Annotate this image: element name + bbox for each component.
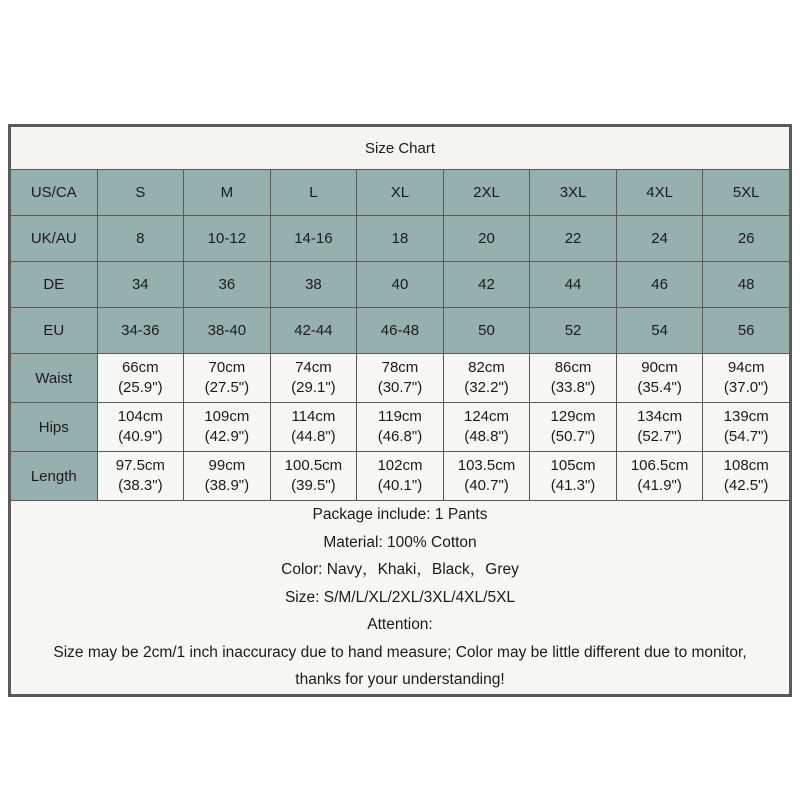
chart-title: Size Chart — [11, 127, 790, 170]
cell-hips-5xl — [703, 403, 790, 452]
hips-5xl-inch: (54.7") — [723, 428, 769, 445]
waist-l-cm: 74cm — [295, 359, 332, 377]
hips-4xl-cm: 134cm — [637, 408, 683, 426]
waist-xl-inch: (30.7") — [377, 379, 423, 396]
hips-m-inch: (42.9") — [204, 428, 250, 445]
table-row-length — [11, 452, 790, 501]
waist-m-cm: 70cm — [208, 359, 246, 377]
hips-4xl-inch: (52.7") — [637, 428, 682, 445]
cell-uk-au-m: 10-12 — [184, 216, 271, 262]
length-3xl-inch: (41.3") — [550, 477, 596, 494]
note-material: Material: 100% Cotton — [323, 533, 477, 551]
cell-hips-s — [97, 403, 184, 452]
cell-waist-3xl — [530, 354, 617, 403]
length-4xl-inch: (41.9") — [637, 477, 682, 494]
length-5xl-inch: (42.5") — [723, 477, 769, 494]
cell-us-ca-4xl: 4XL — [616, 170, 703, 216]
row-label-length: Length — [11, 452, 98, 501]
hips-xl-inch: (46.8") — [377, 428, 423, 445]
cell-hips-4xl — [616, 403, 703, 452]
cell-eu-4xl: 54 — [616, 308, 703, 354]
hips-l-inch: (44.8") — [291, 428, 336, 445]
cell-waist-s — [97, 354, 184, 403]
cell-uk-au-2xl: 20 — [443, 216, 530, 262]
cell-uk-au-s: 8 — [97, 216, 184, 262]
cell-length-5xl — [703, 452, 790, 501]
cell-eu-s: 34-36 — [97, 308, 184, 354]
hips-m-cm: 109cm — [204, 408, 250, 426]
cell-length-xl — [357, 452, 444, 501]
cell-waist-4xl — [616, 354, 703, 403]
length-5xl-cm: 108cm — [723, 457, 769, 475]
waist-5xl-inch: (37.0") — [723, 379, 769, 396]
hips-s-cm: 104cm — [117, 408, 163, 426]
row-label-hips: Hips — [11, 403, 98, 452]
waist-m-inch: (27.5") — [204, 379, 250, 396]
waist-4xl-cm: 90cm — [641, 359, 678, 377]
length-2xl-cm: 103.5cm — [457, 457, 516, 475]
size-chart-table — [10, 126, 790, 695]
length-m-cm: 99cm — [208, 457, 246, 475]
table-row-uk-au — [11, 216, 790, 262]
length-2xl-inch: (40.7") — [464, 477, 509, 494]
cell-waist-5xl — [703, 354, 790, 403]
hips-5xl-cm: 139cm — [723, 408, 769, 426]
title-row — [11, 127, 790, 170]
cell-us-ca-2xl: 2XL — [443, 170, 530, 216]
length-4xl-cm: 106.5cm — [630, 457, 689, 475]
waist-3xl-inch: (33.8") — [550, 379, 596, 396]
table-row-us-ca — [11, 170, 790, 216]
note-thanks: thanks for your understanding! — [295, 671, 505, 689]
cell-de-4xl: 46 — [616, 262, 703, 308]
size-chart-panel — [8, 124, 792, 697]
hips-2xl-cm: 124cm — [463, 408, 510, 426]
length-xl-cm: 102cm — [377, 457, 423, 475]
cell-uk-au-xl: 18 — [357, 216, 444, 262]
cell-waist-xl — [357, 354, 444, 403]
hips-3xl-inch: (50.7") — [550, 428, 596, 445]
length-m-inch: (38.9") — [204, 477, 250, 494]
cell-length-3xl — [530, 452, 617, 501]
cell-de-xl: 40 — [357, 262, 444, 308]
cell-de-2xl: 42 — [443, 262, 530, 308]
waist-s-cm: 66cm — [121, 359, 159, 377]
cell-eu-5xl: 56 — [703, 308, 790, 354]
cell-de-3xl: 44 — [530, 262, 617, 308]
cell-de-l: 38 — [270, 262, 357, 308]
waist-2xl-inch: (32.2") — [464, 379, 509, 396]
waist-2xl-cm: 82cm — [468, 359, 505, 377]
length-l-cm: 100.5cm — [284, 457, 343, 475]
cell-us-ca-3xl: 3XL — [530, 170, 617, 216]
table-row-eu — [11, 308, 790, 354]
notes-row — [11, 501, 790, 695]
cell-us-ca-l: L — [270, 170, 357, 216]
cell-eu-3xl: 52 — [530, 308, 617, 354]
cell-waist-2xl — [443, 354, 530, 403]
cell-de-s: 34 — [97, 262, 184, 308]
note-attention-body: Size may be 2cm/1 inch inaccuracy due to hand measure; Color may be little different due to monitor, — [53, 643, 747, 661]
cell-us-ca-s: S — [97, 170, 184, 216]
row-label-waist: Waist — [11, 354, 98, 403]
cell-waist-m — [184, 354, 271, 403]
cell-length-s — [97, 452, 184, 501]
cell-hips-2xl — [443, 403, 530, 452]
length-l-inch: (39.5") — [291, 477, 336, 494]
waist-3xl-cm: 86cm — [554, 359, 592, 377]
hips-3xl-cm: 129cm — [550, 408, 596, 426]
table-row-de — [11, 262, 790, 308]
cell-us-ca-5xl: 5XL — [703, 170, 790, 216]
length-s-inch: (38.3") — [118, 477, 163, 494]
row-label-uk-au: UK/AU — [11, 216, 98, 262]
cell-length-m — [184, 452, 271, 501]
cell-eu-m: 38-40 — [184, 308, 271, 354]
cell-hips-3xl — [530, 403, 617, 452]
hips-l-cm: 114cm — [291, 408, 336, 426]
waist-4xl-inch: (35.4") — [637, 379, 682, 396]
waist-s-inch: (25.9") — [118, 379, 163, 396]
cell-us-ca-xl: XL — [357, 170, 444, 216]
cell-length-2xl — [443, 452, 530, 501]
table-row-waist — [11, 354, 790, 403]
cell-length-4xl — [616, 452, 703, 501]
cell-waist-l — [270, 354, 357, 403]
row-label-us-ca: US/CA — [11, 170, 98, 216]
note-package: Package include: 1 Pants — [312, 506, 488, 523]
cell-eu-2xl: 50 — [443, 308, 530, 354]
waist-xl-cm: 78cm — [381, 359, 419, 377]
cell-hips-m — [184, 403, 271, 452]
row-label-eu: EU — [11, 308, 98, 354]
cell-length-l — [270, 452, 357, 501]
cell-us-ca-m: M — [184, 170, 271, 216]
cell-de-m: 36 — [184, 262, 271, 308]
hips-s-inch: (40.9") — [118, 428, 163, 445]
table-row-hips — [11, 403, 790, 452]
note-size: Size: S/M/L/XL/2XL/3XL/4XL/5XL — [284, 588, 516, 606]
cell-uk-au-l: 14-16 — [270, 216, 357, 262]
length-s-cm: 97.5cm — [115, 457, 165, 475]
cell-uk-au-5xl: 26 — [703, 216, 790, 262]
row-label-de: DE — [11, 262, 98, 308]
cell-de-5xl: 48 — [703, 262, 790, 308]
length-xl-inch: (40.1") — [377, 477, 423, 494]
waist-l-inch: (29.1") — [291, 379, 336, 396]
cell-hips-l — [270, 403, 357, 452]
length-3xl-cm: 105cm — [550, 457, 596, 475]
cell-hips-xl — [357, 403, 444, 452]
product-notes — [11, 501, 790, 695]
cell-uk-au-3xl: 22 — [530, 216, 617, 262]
note-color: Color: Navy，Khaki，Black，Grey — [281, 561, 519, 579]
hips-xl-cm: 119cm — [378, 408, 422, 426]
waist-5xl-cm: 94cm — [727, 359, 765, 377]
note-attention-heading: Attention: — [367, 616, 433, 634]
cell-eu-xl: 46-48 — [357, 308, 444, 354]
cell-eu-l: 42-44 — [270, 308, 357, 354]
hips-2xl-inch: (48.8") — [464, 428, 509, 445]
cell-uk-au-4xl: 24 — [616, 216, 703, 262]
